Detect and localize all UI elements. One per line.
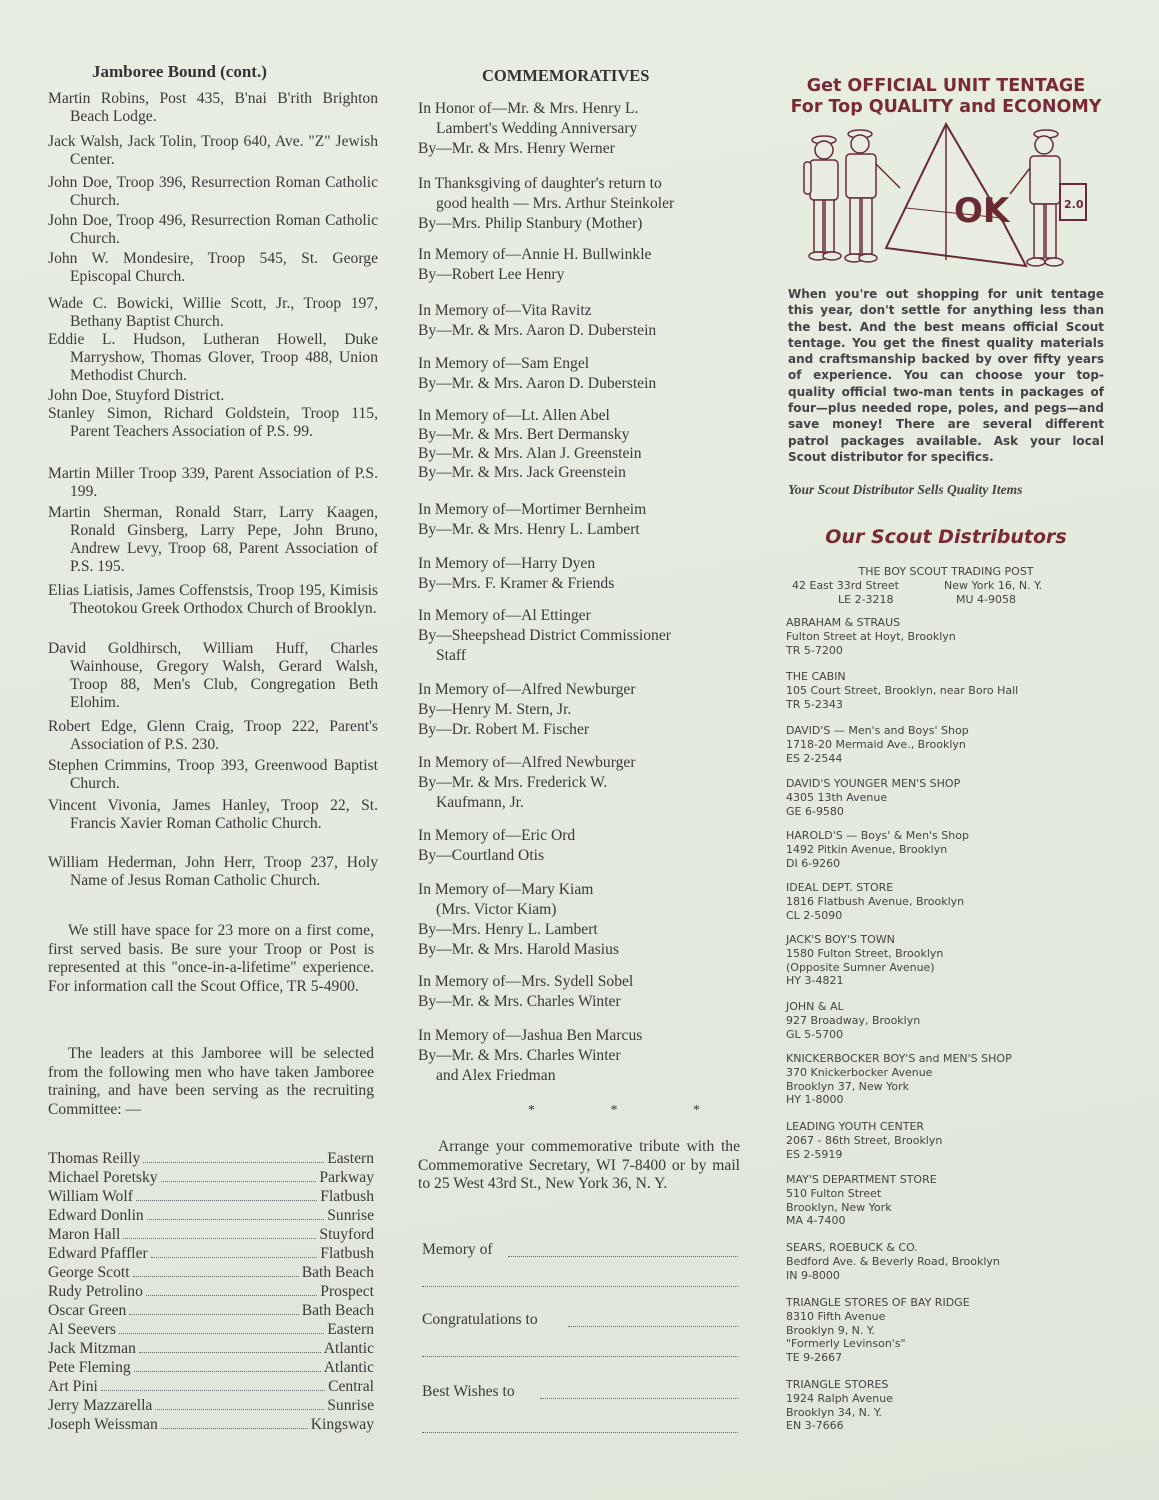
ad-body-text: When you're out shopping for unit tentage this year, don't settle for anything less than the best. And the best means official Scout tentage. You get the finest quality materials and craftsmanship backed by over fifty years of experience. You can choose your top-quality official two-man tents in packages of four—plus needed rope, poles, and pegs—and save money! There are several different patrol packages available. Ask your local Scout distributor for specifics. [788,287,1104,464]
space-paragraph: We still have space for 23 more on a first come, first served basis. Be sure your Troop or Post is represented at this "once-in-a-lifetime" experience. For information call the Scout Office, TR 5-4900. [48,922,374,995]
list-item: Martin Miller Troop 339, Parent Association of P.S. 199. [48,465,378,500]
memory-of-line-2[interactable] [422,1286,738,1287]
list-item: Robert Edge, Glenn Craig, Troop 222, Parent's Association of P.S. 230. [48,718,378,753]
list-item: John Doe, Troop 396, Resurrection Roman Catholic Church. [48,174,378,209]
memory-of-line[interactable] [508,1256,738,1257]
leader-district: Parkway [319,1169,374,1186]
leader-name: Rudy Petrolino [48,1283,143,1300]
distributor-entry: TRIANGLE STORES 1924 Ralph Avenue Brooklyn 34, N. Y. EN 3-7666 [786,1378,894,1433]
leader-row [48,1188,374,1206]
leader-name: Art Pini [48,1378,98,1395]
leader-name: Joseph Weissman [48,1416,158,1433]
commemorative-entry: In Memory of—Alfred Newburger By—Mr. & Mrs. Frederick W. Kaufmann, Jr. [418,754,636,811]
leader-row [48,1245,374,1263]
list-item: Stephen Crimmins, Troop 393, Greenwood Baptist Church. [48,757,378,792]
leader-row [48,1302,374,1320]
leader-district: Sunrise [327,1207,374,1224]
leader-district: Stuyford [319,1226,374,1243]
tent-illustration [796,118,1096,278]
distributor-entry: SEARS, ROEBUCK & CO. Bedford Ave. & Beverly Road, Brooklyn IN 9-8000 [786,1241,1000,1282]
leader-district: Atlantic [323,1340,374,1357]
commemorative-entry: In Memory of—Mortimer Bernheim By—Mr. & Mrs. Henry L. Lambert [418,501,647,538]
distributor-entry: JACK'S BOY'S TOWN 1580 Fulton Street, Brooklyn (Opposite Sumner Avenue) HY 3-4821 [786,933,944,988]
distributor-entry: TRIANGLE STORES OF BAY RIDGE 8310 Fifth Avenue Brooklyn 9, N. Y. "Formerly Levinson's" TE 9-2667 [786,1296,970,1365]
placard-text: 2.0 [1064,198,1084,211]
best-wishes-line[interactable] [540,1398,738,1399]
main-distributor-phone-2: MU 4-9058 [956,593,1017,606]
list-item: Vincent Vivonia, James Hanley, Troop 22, St. Francis Xavier Roman Catholic Church. [48,797,378,832]
leader-name: George Scott [48,1264,130,1281]
distributor-entry: LEADING YOUTH CENTER 2067 - 86th Street, Brooklyn ES 2-5919 [786,1120,943,1161]
commemorative-entry: In Honor of—Mr. & Mrs. Henry L. Lambert's Wedding Anniversary By—Mr. & Mrs. Henry Werner [418,100,639,157]
leader-name: Pete Fleming [48,1359,131,1376]
distributor-entry: IDEAL DEPT. STORE 1816 Flatbush Avenue, Brooklyn CL 2-5090 [786,881,965,922]
congratulations-label: Congratulations to [422,1311,538,1328]
congratulations-line[interactable] [568,1326,738,1327]
leader-name: William Wolf [48,1188,133,1205]
distributor-entry: JOHN & AL 927 Broadway, Brooklyn GL 5-5700 [786,1000,921,1041]
list-item: William Hederman, John Herr, Troop 237, Holy Name of Jesus Roman Catholic Church. [48,854,378,889]
distributor-entry: KNICKERBOCKER BOY'S and MEN'S SHOP 370 Knickerbocker Avenue Brooklyn 37, New York HY 1-8000 [786,1052,1012,1107]
commemorative-entry: In Memory of—Mary Kiam (Mrs. Victor Kiam) By—Mrs. Henry L. Lambert By—Mr. & Mrs. Harold Masius [418,881,619,958]
jamboree-heading: Jamboree Bound (cont.) [92,62,267,81]
leader-district: Sunrise [327,1397,374,1414]
distributor-entry: HAROLD'S — Boys' & Men's Shop 1492 Pitkin Avenue, Brooklyn DI 6-9260 [786,829,969,870]
list-item: Martin Robins, Post 435, B'nai B'rith Brighton Beach Lodge. [48,90,378,125]
main-distributor-name: THE BOY SCOUT TRADING POST [858,565,1034,578]
list-item: John W. Mondesire, Troop 545, St. George Episcopal Church. [48,250,378,285]
leader-district: Atlantic [323,1359,374,1376]
list-item: Eddie L. Hudson, Lutheran Howell, Duke Marryshow, Thomas Glover, Troop 488, Union Methodist Church. [48,331,378,384]
congratulations-line-2[interactable] [422,1356,738,1357]
leader-row [48,1340,374,1358]
distributor-entry: THE CABIN 105 Court Street, Brooklyn, near Boro Hall TR 5-2343 [786,670,1019,711]
leader-row [48,1416,374,1434]
leader-district: Eastern [327,1321,374,1338]
list-item: John Doe, Troop 496, Resurrection Roman Catholic Church. [48,212,378,247]
leader-row [48,1207,374,1225]
leader-name: Michael Poretsky [48,1169,158,1186]
commemorative-entry: In Memory of—Jashua Ben Marcus By—Mr. & Mrs. Charles Winter and Alex Friedman [418,1027,643,1084]
leader-row [48,1359,374,1377]
main-distributor-address: 42 East 33rd Street [792,579,899,592]
ok-sign-text: OK [954,191,1010,231]
main-distributor-city: New York 16, N. Y. [944,579,1043,592]
leader-district: Bath Beach [301,1264,374,1281]
best-wishes-label: Best Wishes to [422,1383,515,1400]
leader-district: Prospect [320,1283,374,1300]
distributor-entry: DAVID'S YOUNGER MEN'S SHOP 4305 13th Avenue GE 6-9580 [786,777,961,818]
leader-district: Eastern [327,1150,374,1167]
distributor-entry: DAVID'S — Men's and Boys' Shop 1718-20 Mermaid Ave., Brooklyn ES 2-2544 [786,724,969,765]
ad-slogan: Your Scout Distributor Sells Quality Items [788,482,1023,497]
list-item: John Doe, Stuyford District. [48,387,225,404]
commemorative-entry: In Memory of—Alfred Newburger By—Henry M. Stern, Jr. By—Dr. Robert M. Fischer [418,681,636,738]
commemorative-entry: In Memory of—Harry Dyen By—Mrs. F. Kramer & Friends [418,555,615,592]
list-item: Jack Walsh, Jack Tolin, Troop 640, Ave. "Z" Jewish Center. [48,133,378,168]
scout-figure-left [804,136,841,260]
leader-row [48,1150,374,1168]
leader-name: Al Seevers [48,1321,116,1338]
leader-district: Flatbush [320,1188,374,1205]
main-distributor-phone-1: LE 2-3218 [838,593,894,606]
commemorative-entry: In Memory of—Annie H. Bullwinkle By—Robert Lee Henry [418,246,652,283]
leader-name: Jerry Mazzarella [48,1397,153,1414]
distributors-title: Our Scout Distributors [825,526,1067,548]
leader-name: Edward Donlin [48,1207,144,1224]
arrange-paragraph: Arrange your commemorative tribute with the Commemorative Secretary, WI 7-8400 or by mail to 25 West 43rd St., New York 36, N. Y. [418,1138,740,1192]
commemorative-entry: In Memory of—Eric Ord By—Courtland Otis [418,827,576,864]
list-item: Elias Liatisis, James Coffenstsis, Troop 195, Kimisis Theotokou Greek Orthodox Church of Brooklyn. [48,582,378,617]
section-divider: * * * [528,1103,736,1118]
leader-row [48,1264,374,1282]
list-item: David Goldhirsch, William Huff, Charles Wainhouse, Gregory Walsh, Gerard Walsh, Troop 88, Men's Club, Congregation Beth Elohim. [48,640,378,711]
leader-name: Thomas Reilly [48,1150,141,1167]
commemorative-entry: In Memory of—Vita Ravitz By—Mr. & Mrs. Aaron D. Duberstein [418,302,657,339]
distributor-entry: MAY'S DEPARTMENT STORE 510 Fulton Street Brooklyn, New York MA 4-7400 [786,1173,937,1228]
list-item: Wade C. Bowicki, Willie Scott, Jr., Troop 197, Bethany Baptist Church. [48,295,378,330]
commemorative-entry: In Memory of—Al Ettinger By—Sheepshead District Commissioner Staff [418,607,671,664]
leaders-paragraph: The leaders at this Jamboree will be selected from the following men who have taken Jamboree training, and have been serving as the recruiting Committee: — [48,1045,374,1118]
leader-district: Central [328,1378,374,1395]
leader-row [48,1378,374,1396]
leader-district: Flatbush [320,1245,374,1262]
leader-row [48,1397,374,1415]
leader-name: Maron Hall [48,1226,121,1243]
commemorative-entry: In Thanksgiving of daughter's return to good health — Mrs. Arthur Steinkoler By—Mrs. Philip Stanbury (Mother) [418,175,675,232]
memory-of-label: Memory of [422,1241,493,1258]
commemorative-entry: In Memory of—Mrs. Sydell Sobel By—Mr. & Mrs. Charles Winter [418,973,634,1010]
leader-district: Bath Beach [301,1302,374,1319]
ad-heading-1: Get OFFICIAL UNIT TENTAGE [806,76,1086,96]
leader-row [48,1321,374,1339]
ad-heading-2: For Top QUALITY and ECONOMY [790,97,1102,117]
list-item: Stanley Simon, Richard Goldstein, Troop 115, Parent Teachers Association of P.S. 99. [48,405,378,440]
leader-row [48,1226,374,1244]
leader-name: Oscar Green [48,1302,127,1319]
distributor-entry: ABRAHAM & STRAUS Fulton Street at Hoyt, Brooklyn TR 5-7200 [786,616,956,657]
commemorative-entry: In Memory of—Lt. Allen Abel By—Mr. & Mrs. Bert Dermansky By—Mr. & Mrs. Alan J. Greenstein By—Mr. & Mrs. Jack Greenstein [418,407,642,481]
leader-district: Kingsway [310,1416,374,1433]
commemorative-entry: In Memory of—Sam Engel By—Mr. & Mrs. Aaron D. Duberstein [418,355,657,392]
leader-row [48,1283,374,1301]
leader-name: Edward Pfaffler [48,1245,148,1262]
leader-row [48,1169,374,1187]
best-wishes-line-2[interactable] [422,1432,738,1433]
leader-name: Jack Mitzman [48,1340,136,1357]
scout-figure-right [1010,130,1063,266]
list-item: Martin Sherman, Ronald Starr, Larry Kaagen, Ronald Ginsberg, Larry Pepe, John Bruno, Andrew Levy, Troop 68, Parent Association of P.S. 195. [48,504,378,575]
commemoratives-heading: COMMEMORATIVES [482,66,650,85]
